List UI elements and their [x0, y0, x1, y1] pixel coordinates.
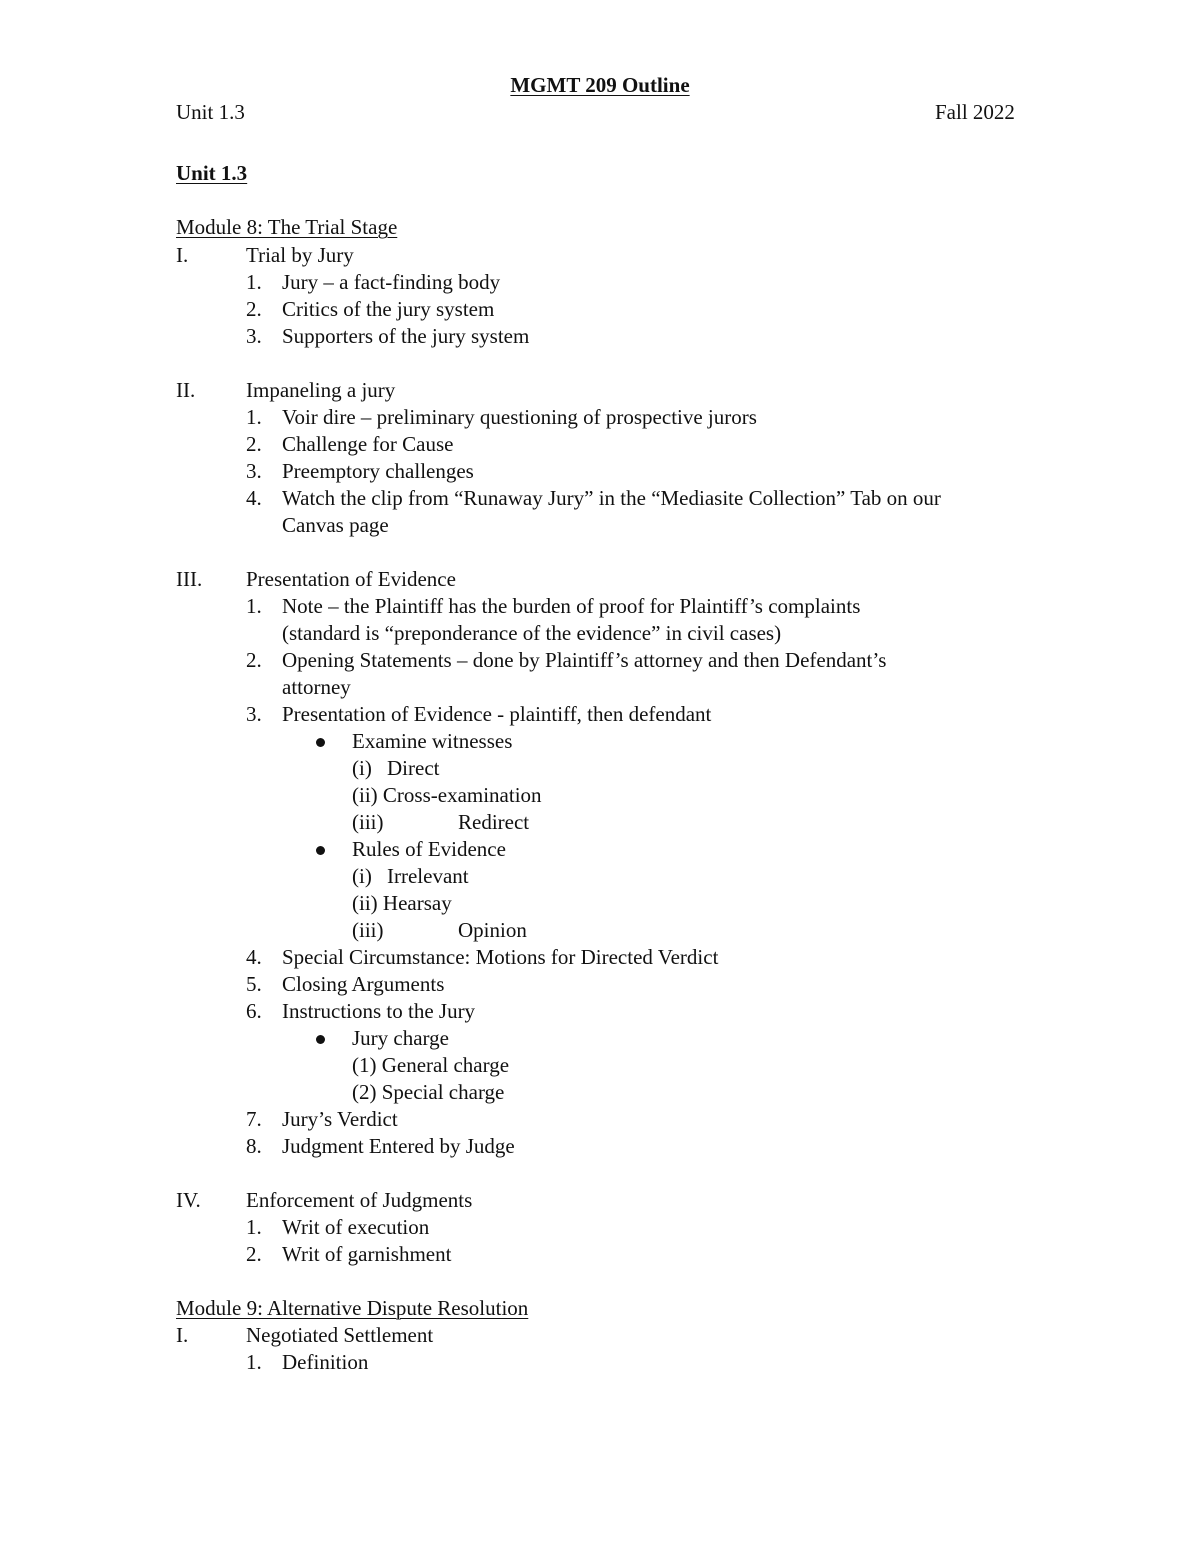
item-number: 1.	[246, 405, 262, 429]
sub-item: (2) Special charge	[352, 1080, 505, 1104]
bullet-icon	[316, 846, 325, 855]
outline-item: Presentation of Evidence - plaintiff, then defendant	[282, 702, 712, 726]
header-unit: Unit 1.3	[176, 100, 245, 124]
outline-item-continued: attorney	[282, 675, 351, 699]
roman-numeral: III.	[176, 567, 203, 591]
item-number: 6.	[246, 999, 262, 1023]
item-number: 2.	[246, 648, 262, 672]
outline-heading: Impaneling a jury	[246, 378, 396, 402]
outline-item: Preemptory challenges	[282, 459, 474, 483]
roman-numeral: IV.	[176, 1188, 201, 1212]
header-term: Fall 2022	[935, 100, 1015, 124]
outline-item: Watch the clip from “Runaway Jury” in the “Mediasite Collection” Tab on our	[282, 486, 941, 510]
roman-numeral: I.	[176, 1323, 189, 1347]
module-8-title: Module 8: The Trial Stage	[176, 215, 398, 239]
roman-numeral: II.	[176, 378, 196, 402]
sub-item: Irrelevant	[387, 864, 469, 888]
outline-item: Opening Statements – done by Plaintiff’s attorney and then Defendant’s	[282, 648, 887, 672]
outline-item: Jury’s Verdict	[282, 1107, 398, 1131]
roman-numeral: I.	[176, 243, 189, 267]
module-9-title: Module 9: Alternative Dispute Resolution	[176, 1296, 529, 1320]
outline-item-continued: Canvas page	[282, 513, 389, 537]
outline-item: Jury – a fact-finding body	[282, 270, 501, 294]
bullet-item: Rules of Evidence	[352, 837, 506, 861]
outline-item: Note – the Plaintiff has the burden of proof for Plaintiff’s complaints	[282, 594, 861, 618]
item-number: 1.	[246, 1350, 262, 1374]
outline-item: Critics of the jury system	[282, 297, 495, 321]
item-number: 2.	[246, 1242, 262, 1266]
sub-item: Opinion	[458, 918, 527, 942]
item-number: 3.	[246, 459, 262, 483]
item-number: 3.	[246, 324, 262, 348]
sub-item: Redirect	[458, 810, 530, 834]
item-number: 1.	[246, 270, 262, 294]
item-number: 1.	[246, 1215, 262, 1239]
outline-heading: Presentation of Evidence	[246, 567, 456, 591]
item-number: 2.	[246, 297, 262, 321]
outline-item-continued: (standard is “preponderance of the evidence” in civil cases)	[282, 621, 782, 645]
sub-item-marker: (i)	[352, 864, 372, 888]
item-number: 8.	[246, 1134, 262, 1158]
item-number: 5.	[246, 972, 262, 996]
outline-item: Supporters of the jury system	[282, 324, 530, 348]
outline-item: Judgment Entered by Judge	[282, 1134, 515, 1158]
sub-item-marker: (iii)	[352, 918, 384, 942]
outline-item: Special Circumstance: Motions for Directed Verdict	[282, 945, 719, 969]
bullet-icon	[316, 738, 325, 747]
sub-item: (ii) Hearsay	[352, 891, 452, 915]
section-heading: Unit 1.3	[176, 161, 248, 185]
outline-heading: Trial by Jury	[246, 243, 354, 267]
outline-item: Closing Arguments	[282, 972, 445, 996]
bullet-item: Examine witnesses	[352, 729, 513, 753]
item-number: 4.	[246, 945, 262, 969]
outline-item: Instructions to the Jury	[282, 999, 476, 1023]
sub-item-marker: (iii)	[352, 810, 384, 834]
sub-item: (1) General charge	[352, 1053, 510, 1077]
sub-item-marker: (i)	[352, 756, 372, 780]
outline-item: Definition	[282, 1350, 369, 1374]
item-number: 1.	[246, 594, 262, 618]
outline-item: Writ of garnishment	[282, 1242, 452, 1266]
outline-item: Voir dire – preliminary questioning of prospective jurors	[282, 405, 757, 429]
item-number: 4.	[246, 486, 262, 510]
sub-item: Direct	[387, 756, 440, 780]
sub-item: (ii) Cross-examination	[352, 783, 542, 807]
item-number: 3.	[246, 702, 262, 726]
bullet-item: Jury charge	[352, 1026, 449, 1050]
document-title: MGMT 209 Outline	[510, 73, 690, 97]
outline-item: Writ of execution	[282, 1215, 430, 1239]
outline-heading: Negotiated Settlement	[246, 1323, 434, 1347]
bullet-icon	[316, 1035, 325, 1044]
outline-item: Challenge for Cause	[282, 432, 454, 456]
item-number: 2.	[246, 432, 262, 456]
outline-heading: Enforcement of Judgments	[246, 1188, 473, 1212]
item-number: 7.	[246, 1107, 262, 1131]
